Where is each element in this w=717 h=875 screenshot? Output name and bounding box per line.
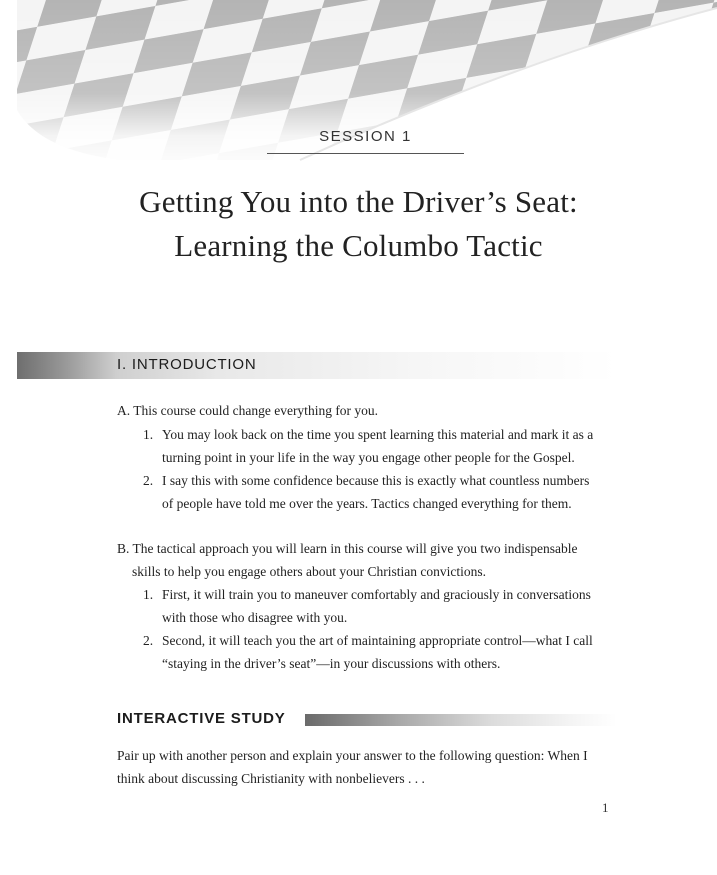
interactive-study-bar xyxy=(305,714,617,726)
list-item-text: of people have told me over the years. Tactics changed everything for them. xyxy=(162,496,572,511)
title-line-2: Learning the Columbo Tactic xyxy=(174,228,543,263)
list-item-text: Second, it will teach you the art of maintaining appropriate control—what I call xyxy=(162,633,593,648)
interactive-study-heading: INTERACTIVE STUDY xyxy=(117,710,286,727)
list-item-text: First, it will train you to maneuver comfortably and graciously in conversations xyxy=(162,587,591,602)
list-item-text: “staying in the driver’s seat”—in your discussions with others. xyxy=(162,656,501,671)
outline-item-b-continued: skills to help you engage others about your Christian convictions. xyxy=(132,564,486,579)
page-title xyxy=(40,180,677,268)
list-number: 1. xyxy=(143,587,154,602)
list-number: 1. xyxy=(143,427,154,442)
list-item-text: I say this with some confidence because this is exactly what countless numbers xyxy=(162,473,590,488)
page-number: 1 xyxy=(602,800,609,815)
list-item-text: turning point in your life in the way you engage other people for the Gospel. xyxy=(162,450,575,465)
title-line-1: Getting You into the Driver’s Seat: xyxy=(139,184,578,219)
interactive-prompt-line-2: think about discussing Christianity with nonbelievers . . . xyxy=(117,771,425,786)
list-number: 2. xyxy=(143,633,154,648)
section-heading-bar xyxy=(17,352,617,379)
interactive-prompt-line-1: Pair up with another person and explain your answer to the following question: When I xyxy=(117,748,588,763)
outline-item-a: A. This course could change everything for you. xyxy=(117,403,379,418)
list-number: 2. xyxy=(143,473,154,488)
list-item-text: You may look back on the time you spent learning this material and mark it as a xyxy=(162,427,594,442)
list-item-text: with those who disagree with you. xyxy=(162,610,348,625)
section-heading: I. INTRODUCTION xyxy=(117,356,257,373)
session-divider xyxy=(267,153,464,154)
session-label: SESSION 1 xyxy=(319,128,412,145)
outline-item-b: B. The tactical approach you will learn in this course will give you two indispensable xyxy=(117,541,578,556)
